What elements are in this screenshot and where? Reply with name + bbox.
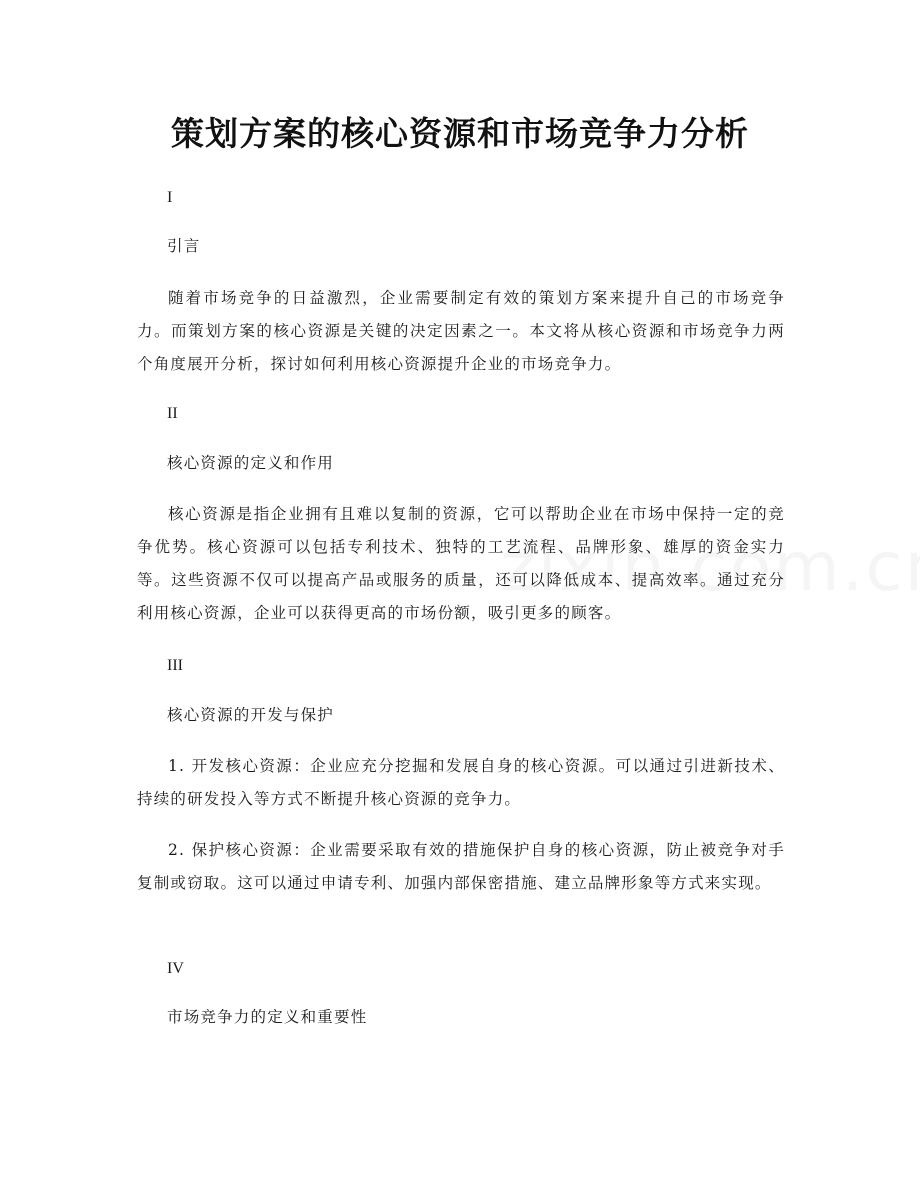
paragraph: 核心资源是指企业拥有且难以复制的资源，它可以帮助企业在市场中保持一定的竞争优势。核心资源可以包括专利技术、独特的工艺流程、品牌形象、雄厚的资金实力等。这些资源不仅可以提高产品或服务的质量，还可以降低成本、提高效率。通过充分利用核心资源，企业可以获得更高的市场份额，吸引更多的顾客。 (137, 505, 785, 622)
section-numeral: IV (167, 960, 184, 977)
section-body (137, 282, 785, 381)
section-body (137, 834, 785, 900)
section-numeral: I (167, 189, 173, 206)
section-heading: 核心资源的开发与保护 (167, 706, 335, 724)
list-item: 1. 开发核心资源：企业应充分挖掘和发展自身的核心资源。可以通过引进新技术、持续的研发投入等方式不断提升核心资源的竞争力。 (137, 757, 785, 808)
section-numeral: II (167, 405, 178, 422)
section-heading: 引言 (167, 237, 201, 255)
section-heading: 核心资源的定义和作用 (167, 454, 335, 472)
section-heading: 市场竞争力的定义和重要性 (167, 1008, 368, 1026)
section-body (137, 750, 785, 816)
paragraph: 随着市场竞争的日益激烈，企业需要制定有效的策划方案来提升自己的市场竞争力。而策划方案的核心资源是关键的决定因素之一。本文将从核心资源和市场竞争力两个角度展开分析，探讨如何利用核心资源提升企业的市场竞争力。 (137, 289, 785, 373)
list-item: 2. 保护核心资源：企业需要采取有效的措施保护自身的核心资源，防止被竞争对手复制或窃取。这可以通过申请专利、加强内部保密措施、建立品牌形象等方式来实现。 (137, 841, 785, 892)
page-title: 策划方案的核心资源和市场竞争力分析 (171, 114, 749, 153)
section-numeral: III (167, 657, 183, 674)
section-body (137, 498, 785, 630)
